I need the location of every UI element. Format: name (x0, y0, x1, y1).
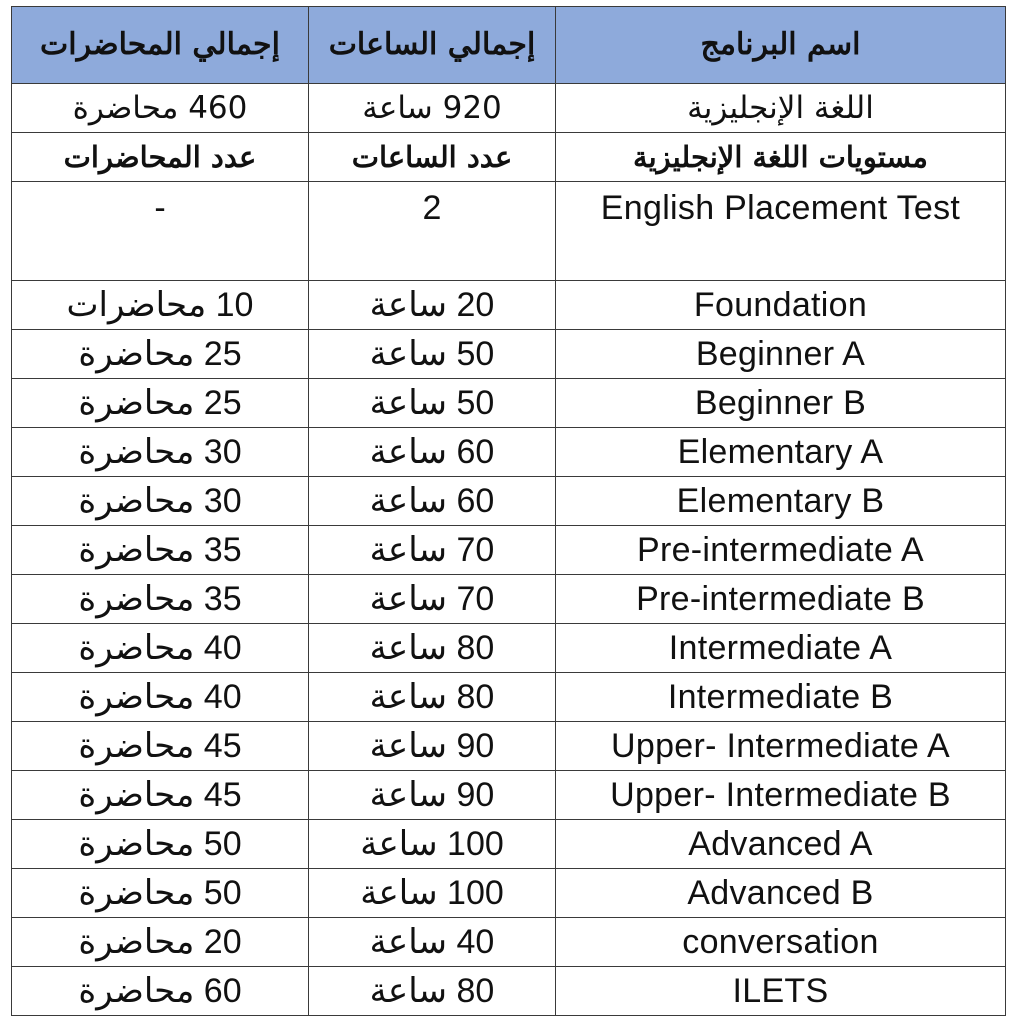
lectures-cell: 20 محاضرة (12, 918, 309, 967)
table-row (12, 869, 1006, 918)
placement-hours: 2 (309, 182, 556, 281)
hours-cell: 100 ساعة (309, 820, 556, 869)
subheader-hours: عدد الساعات (309, 133, 556, 182)
hours-cell: 80 ساعة (309, 624, 556, 673)
level-cell: Upper- Intermediate A (556, 722, 1006, 771)
program-hours: 920 ساعة (309, 84, 556, 133)
lectures-cell: 30 محاضرة (12, 477, 309, 526)
level-cell: Elementary B (556, 477, 1006, 526)
level-cell: Pre-intermediate B (556, 575, 1006, 624)
lectures-cell: 25 محاضرة (12, 379, 309, 428)
table-row (12, 722, 1006, 771)
lectures-cell: 10 محاضرات (12, 281, 309, 330)
table-row (12, 918, 1006, 967)
level-cell: Beginner A (556, 330, 1006, 379)
lectures-cell: 50 محاضرة (12, 820, 309, 869)
lectures-cell: 30 محاضرة (12, 428, 309, 477)
lectures-cell: 50 محاضرة (12, 869, 309, 918)
subheader-lectures: عدد المحاضرات (12, 133, 309, 182)
level-cell: Pre-intermediate A (556, 526, 1006, 575)
level-cell: conversation (556, 918, 1006, 967)
course-table (11, 6, 1006, 1016)
lectures-cell: 40 محاضرة (12, 673, 309, 722)
level-cell: Intermediate A (556, 624, 1006, 673)
table-row (12, 575, 1006, 624)
table-row (12, 477, 1006, 526)
hours-cell: 80 ساعة (309, 967, 556, 1016)
level-cell: Intermediate B (556, 673, 1006, 722)
hours-cell: 90 ساعة (309, 722, 556, 771)
level-cell: Foundation (556, 281, 1006, 330)
table-row (12, 281, 1006, 330)
table-row (12, 673, 1006, 722)
table-row (12, 379, 1006, 428)
header-program-name: اسم البرنامج (556, 7, 1006, 84)
table-row (12, 428, 1006, 477)
header-total-lectures: إجمالي المحاضرات (12, 7, 309, 84)
placement-row (12, 182, 1006, 281)
hours-cell: 70 ساعة (309, 575, 556, 624)
lectures-cell: 25 محاضرة (12, 330, 309, 379)
lectures-cell: 35 محاضرة (12, 526, 309, 575)
placement-level: English Placement Test (556, 182, 1006, 281)
hours-cell: 40 ساعة (309, 918, 556, 967)
hours-cell: 60 ساعة (309, 477, 556, 526)
level-cell: Elementary A (556, 428, 1006, 477)
hours-cell: 60 ساعة (309, 428, 556, 477)
header-row (12, 7, 1006, 84)
hours-cell: 20 ساعة (309, 281, 556, 330)
hours-cell: 100 ساعة (309, 869, 556, 918)
lectures-cell: 40 محاضرة (12, 624, 309, 673)
level-cell: Advanced B (556, 869, 1006, 918)
placement-lectures: - (12, 182, 309, 281)
level-cell: Advanced A (556, 820, 1006, 869)
hours-cell: 50 ساعة (309, 379, 556, 428)
hours-cell: 50 ساعة (309, 330, 556, 379)
hours-cell: 70 ساعة (309, 526, 556, 575)
lectures-cell: 45 محاضرة (12, 771, 309, 820)
table-row (12, 330, 1006, 379)
level-cell: Beginner B (556, 379, 1006, 428)
table-row (12, 771, 1006, 820)
subheader-levels: مستويات اللغة الإنجليزية (556, 133, 1006, 182)
hours-cell: 80 ساعة (309, 673, 556, 722)
table-row (12, 820, 1006, 869)
level-cell: Upper- Intermediate B (556, 771, 1006, 820)
program-lectures: 460 محاضرة (12, 84, 309, 133)
table-row (12, 967, 1006, 1016)
program-name: اللغة الإنجليزية (556, 84, 1006, 133)
lectures-cell: 35 محاضرة (12, 575, 309, 624)
lectures-cell: 45 محاضرة (12, 722, 309, 771)
table-row (12, 624, 1006, 673)
lectures-cell: 60 محاضرة (12, 967, 309, 1016)
header-total-hours: إجمالي الساعات (309, 7, 556, 84)
level-cell: ILETS (556, 967, 1006, 1016)
hours-cell: 90 ساعة (309, 771, 556, 820)
table-row (12, 526, 1006, 575)
program-row (12, 84, 1006, 133)
subheader-row (12, 133, 1006, 182)
